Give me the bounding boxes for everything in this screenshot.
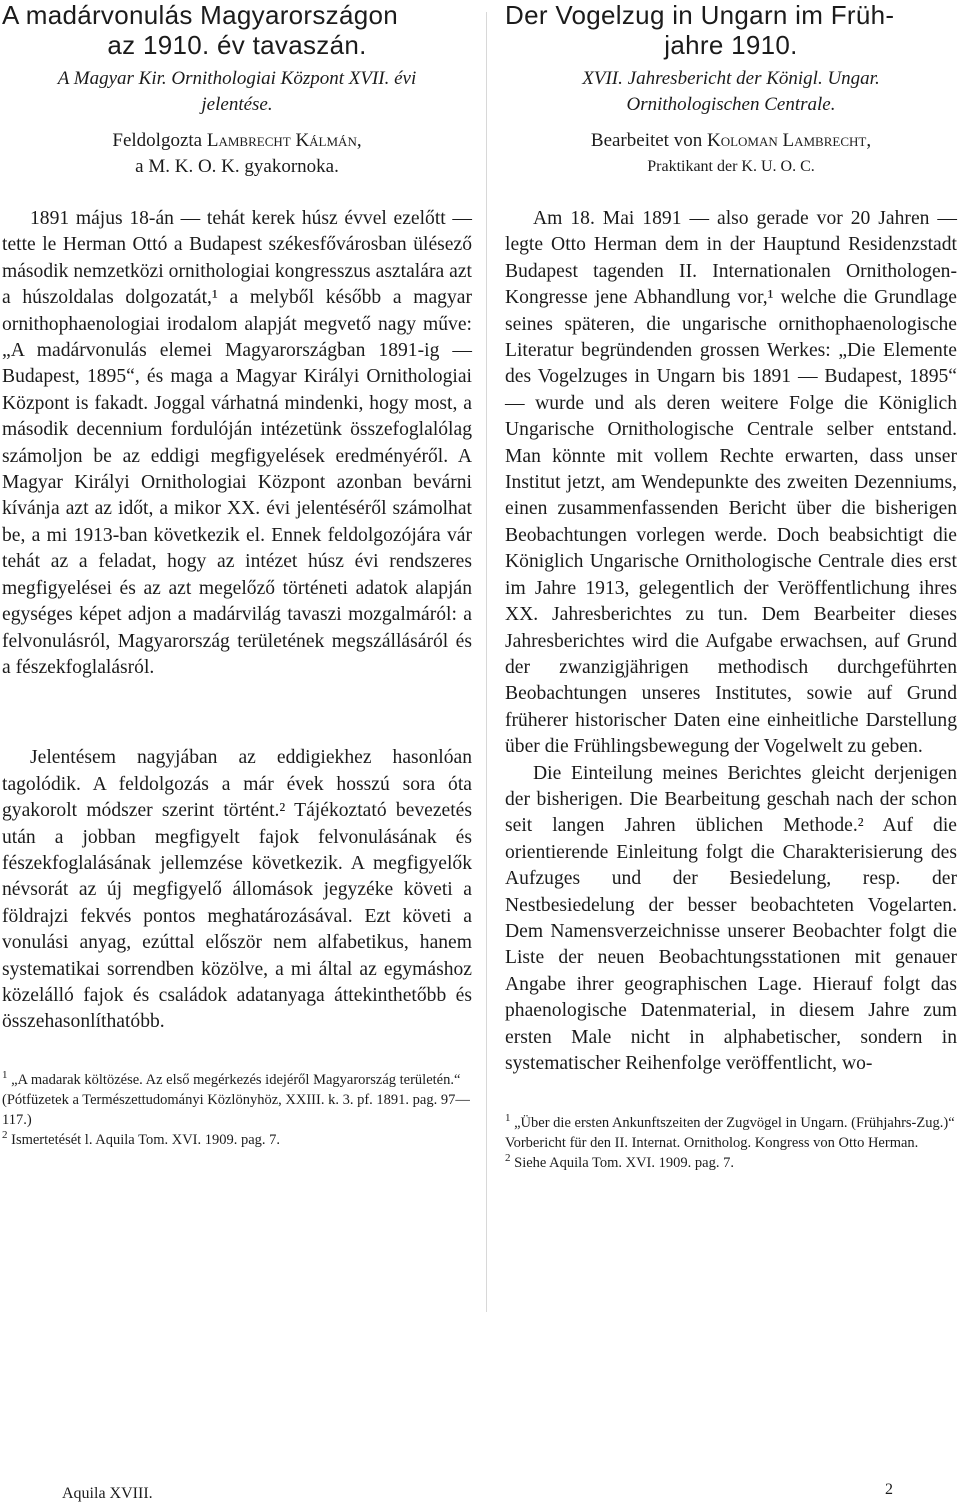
german-report-line2: Ornithologischen Centrale.	[626, 94, 836, 115]
german-author	[505, 128, 957, 154]
hungarian-report-line2: jelentése.	[201, 94, 273, 115]
hungarian-footnotes	[2, 1070, 472, 1150]
hungarian-title-line1: A madárvonulás Magyarországon	[2, 0, 399, 30]
hungarian-author-affiliation: a M. K. O. K. gyakornoka.	[135, 156, 339, 177]
german-footnote-1-text: „Über die ersten Ankunftszeiten der Zugvögel in Ungarn. (Frühjahrs-Zug.)“ Vorbericht für den II. Internat. Ornitholog. Kongress von Otto Herman.	[505, 1115, 955, 1152]
page-number: 2	[885, 1481, 893, 1498]
german-footnote-2	[505, 1153, 957, 1173]
column-divider	[486, 12, 487, 1312]
german-author-affiliation: Praktikant der K. U. O. C.	[647, 158, 815, 175]
hungarian-footnote-2-text: Ismertetését l. Aquila Tom. XVI. 1909. pag. 7.	[11, 1131, 281, 1148]
german-column	[505, 0, 957, 1173]
hungarian-footnote-1-text: „A madarak költözése. Az első megérkezés idejéről Magyarország területén.“ (Pótfüzetek a Természettudományi Közlönyhöz, XXIII. k. 3. pf. 1891. pag. 97—117.)	[2, 1071, 470, 1128]
hungarian-footnote-2-number: 2	[2, 1128, 8, 1141]
german-title	[505, 0, 957, 60]
german-author-name: Koloman Lambrecht,	[706, 130, 872, 151]
german-footnote-2-text: Siehe Aquila Tom. XVI. 1909. pag. 7.	[514, 1155, 734, 1172]
german-footnotes	[505, 1113, 957, 1173]
german-footnote-2-number: 2	[505, 1152, 511, 1165]
hungarian-author	[2, 128, 472, 154]
german-report-line1: XVII. Jahresbericht der Königl. Ungar.	[582, 68, 880, 89]
hungarian-paragraph-1: 1891 május 18-án — tehát kerek húsz évvel ezelőtt — tette le Herman Ottó a Budapest székesfővárosban ülésező második nemzetközi ornithologiai kongresszus asztalára azt a húszoldalas dolgozatát,¹ a melyből később a magyar ornithophaenologiai irodalom alapját megvető nagy műve: „A madárvonulás elemei Magyarországban 1891-ig — Budapest, 1895“, és maga a Magyar Királyi Ornithologiai Központ is fakadt. Joggal várhatná mindenki, hogy most, a második decennium fordulóján intézetünk összefoglalólag számoljon be az eddigi megfigyelések eredményéről. A Magyar Királyi Ornithologiai Központ azonban bevárni kívánja azt az időt, a mikor XX. évi jelentéséről számolhat be, a mi 1913-ban következik el. Ennek feldolgozójára vár tehát az a feladat, hogy az intézet húsz évi rendszeres megfigyelései és az azt megelőző történeti adatok alapján egységes képet adjon a madárvilág tavaszi mozgalmáról: a felvonulásról, Magyarország területének megszállásáról és a fészekfoglalásról.	[2, 208, 472, 678]
hungarian-paragraph-2: Jelentésem nagyjában az eddigiekhez hasonlóan tagolódik. A feldolgozás a már évek hosszú sora óta gyakorolt módszer szerint történt.² Tájékoztató bevezetés után a jobban megfigyelt fajok felvonulásának és fészekfoglalásának jellemzése következik. A megfigyelők névsorát az új megfigyelő állomások jegyzéke követi a földrajzi fekvés pontos meghatározásával. Ezt követi a vonulási anyag, ezúttal először nem alfabetikus, hanem systematikai sorrendben közölve, a mi által az egymáshoz közelálló fajok és családok adatanyaga áttekinthetőbb és összehasonlíthatóbb.	[2, 747, 472, 1033]
journal-footer: Aquila XVIII.	[62, 1485, 153, 1502]
hungarian-footnote-1	[2, 1070, 472, 1130]
german-title-line2: jahre 1910.	[664, 30, 798, 60]
german-author-prefix: Bearbeitet von	[590, 130, 707, 151]
hungarian-footnote-2	[2, 1130, 472, 1150]
german-title-line1: Der Vogelzug in Ungarn im Früh-	[505, 0, 895, 30]
german-footnote-1	[505, 1113, 957, 1153]
hungarian-author-prefix: Feldolgozta	[112, 130, 207, 151]
hungarian-author-name: Lambrecht Kálmán,	[206, 130, 362, 151]
hungarian-column	[2, 0, 472, 1150]
hungarian-title-line2: az 1910. év tavaszán.	[107, 30, 367, 60]
hungarian-report-line1: A Magyar Kir. Ornithologiai Központ XVII. évi	[57, 68, 417, 89]
german-paragraph-1: Am 18. Mai 1891 — also gerade vor 20 Jahren — legte Otto Herman dem in der Hauptund Residenzstadt Budapest tagenden II. Internationalen Ornithologen-Kongresse jene Abhandlung vor,¹ welche die Grundlage seines späteren, die ungarische ornithophaenologische Literatur begründenden grossen Werkes: „Die Elemente des Vogelzuges in Ungarn bis 1891 — Budapest, 1895“ — wurde und als deren weitere Folge die Königlich Ungarische Ornithologische Centrale selber entstand. Man könnte mit vollem Rechte erwarten, dass unser Institut jetzt, am Wendepunkte des zweiten Dezenniums, einen zusammenfassenden Bericht über die bisherigen Beobachtungen vorlegen werde. Doch beabsichtigt die Königlich Ungarische Ornithologische Centrale dies erst im Jahre 1913, gelegentlich der Veröffentlichung ihres XX. Jahresberichtes zu tun. Dem Bearbeiter dieses Jahresberichtes wird die Aufgabe erwachsen, auf Grund der zwanzigjährigen methodisch durchgeführten Beobachtungen unseres Institutes, sowie auf Grund früherer historischer Daten eine einheitliche Darstellung über die Frühlingsbewegung der Vogelwelt zu geben.	[505, 208, 957, 758]
german-footnote-1-number: 1	[505, 1112, 511, 1125]
hungarian-title	[2, 0, 472, 60]
german-paragraph-2: Die Einteilung meines Berichtes gleicht derjenigen der bisherigen. Die Bearbeitung geschah nach der schon seit langen Jahren üblichen Methode.² Auf die orientierende Einleitung folgt die Charakterisierung des Aufzuges und der Besiedelung, resp. der Nestbesiedelung der besser beobachteten Vogelarten. Dem Namensverzeichnisse unserer Beobachter folgt die Liste der neuen Beobachtungsstationen mit genauer Angabe ihrer geographischen Lage. Hierauf folgt das phaenologische Datenmaterial, in diesem Jahre zum ersten Male nicht in alphabetischer, sondern in systematischer Reihenfolge veröffentlicht, wo-	[505, 762, 957, 1074]
hungarian-footnote-1-number: 1	[2, 1068, 8, 1081]
